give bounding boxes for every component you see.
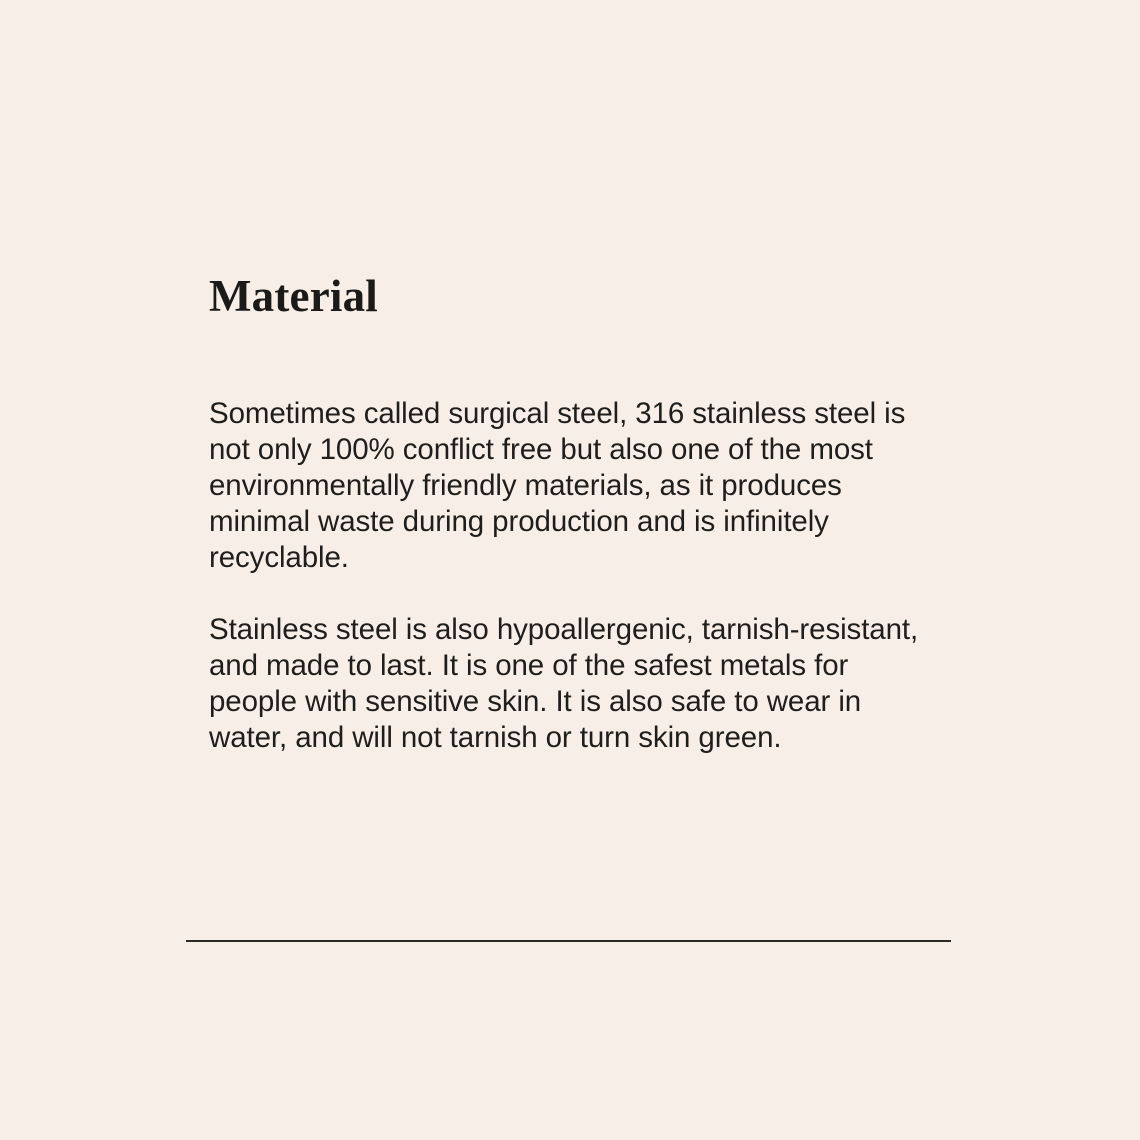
body-text-block [209, 396, 954, 756]
page-title: Material [209, 271, 379, 321]
paragraph-2: Stainless steel is also hypoallergenic, tarnish-resistant, and made to last. It is one of the safest metals for people with sensitive skin. It is also safe to wear in water, and will not tarnish or turn skin green. [209, 612, 919, 754]
section-content [209, 272, 954, 756]
section-divider [186, 940, 951, 942]
paragraph-1: Sometimes called surgical steel, 316 stainless steel is not only 100% conflict free but also one of the most environmentally friendly materials, as it produces minimal waste during production and is infinitely recyclable. [209, 396, 906, 574]
